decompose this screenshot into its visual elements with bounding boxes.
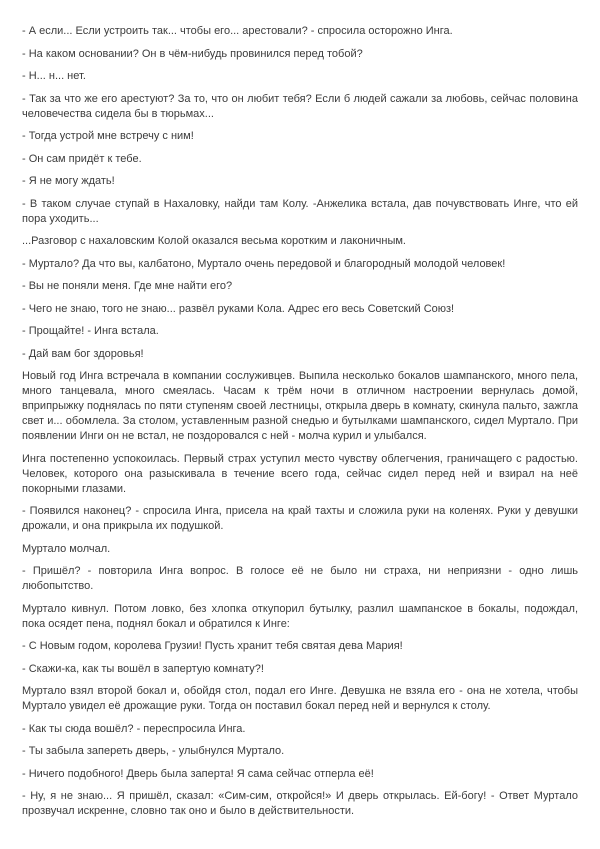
- paragraph: - Дай вам бог здоровья!: [22, 347, 144, 360]
- paragraph: - Муртало? Да что вы, калбатоно, Муртало очень передовой и благородный молодой человек!: [22, 257, 506, 270]
- paragraph: - Как ты сюда вошёл? - переспросила Инга.: [22, 722, 246, 735]
- paragraph: Муртало кивнул. Потом ловко, без хлопка откупорил бутылку, разлил шампанское в бокалы, подождал, пока осядет пена, поднял бокал и обратился к Инге:: [22, 602, 578, 630]
- paragraph: Инга постепенно успокоилась. Первый страх уступил место чувству облегчения, граничащего с радостью. Человек, которого она разыскивала в течение всего года, сейчас сидел перед ней и взирал на неё покорными глазами.: [22, 452, 578, 495]
- paragraph: - Скажи-ка, как ты вошёл в запертую комнату?!: [22, 662, 264, 675]
- paragraph: - На каком основании? Он в чём-нибудь провинился перед тобой?: [22, 47, 363, 60]
- paragraph: Муртало молчал.: [22, 542, 111, 555]
- paragraph: - Пришёл? - повторила Инга вопрос. В голосе её не было ни страха, ни неприязни - одно лишь любопытство.: [22, 565, 578, 592]
- paragraph: - В таком случае ступай в Нахаловку, найди там Колу. -Анжелика встала, дав почувствовать Инге, что ей пора уходить...: [22, 197, 578, 225]
- paragraph: ...Разговор с нахаловским Колой оказался весьма коротким и лаконичным.: [22, 235, 406, 247]
- paragraph: - Тогда устрой мне встречу с ним!: [22, 130, 194, 142]
- paragraph: - Появился наконец? - спросила Инга, присела на край тахты и сложила руки на коленях. Руки у девушки дрожали, и она прикрыла их подушкой.: [22, 505, 578, 532]
- paragraph: Муртало взял второй бокал и, обойдя стол, подал его Инге. Девушка не взяла его - она не хотела, чтобы Муртало увидел её дрожащие руки. Тогда он поставил бокал перед ней и вернулся к столу.: [22, 685, 578, 712]
- paragraph: - Ты забыла запереть дверь, - улыбнулся Муртало.: [22, 745, 285, 757]
- paragraph: - С Новым годом, королева Грузии! Пусть хранит тебя святая дева Мария!: [22, 640, 403, 652]
- paragraph: - Прощайте! - Инга встала.: [22, 325, 159, 337]
- paragraph: - Он сам придёт к тебе.: [22, 152, 142, 165]
- paragraph: - А если... Если устроить так... чтобы его... арестовали? - спросила осторожно Инга.: [22, 25, 453, 37]
- paragraph: Новый год Инга встречала в компании сослуживцев. Выпила несколько бокалов шампанского, много пела, много танцевала, много смеялась. Часам к трём ночи в отличном настроении вернулась домой, вприпрыжку поднялась по пяти ступеням своей лестницы, открыла дверь в комнату, скинула пальто, зажгла свет и... обомлела. За столом, уставленным разной снедью и бутылками шампанского, сидел Муртало. При появлении Инги он не встал, не поздоровался с ней - молча курил и улыбался.: [22, 370, 578, 442]
- paragraph: - Н... н... нет.: [22, 70, 86, 82]
- paragraph: - Чего не знаю, того не знаю... развёл руками Кола. Адрес его весь Советский Союз!: [22, 302, 455, 315]
- paragraph: - Ну, я не знаю... Я пришёл, сказал: «Сим-сим, откройся!» И дверь открылась. Ей-богу! - Ответ Муртало прозвучал искренне, словно так оно и было в действительности.: [22, 790, 578, 817]
- paragraph: - Ничего подобного! Дверь была заперта! Я сама сейчас отперла её!: [22, 767, 374, 780]
- paragraph: - Я не могу ждать!: [22, 175, 115, 187]
- paragraph: - Так за что же его арестуют? За то, что он любит тебя? Если б людей сажали за любовь, сейчас половина человечества сидела бы в тюрьмах...: [22, 92, 578, 120]
- paragraph: - Вы не поняли меня. Где мне найти его?: [22, 280, 233, 292]
